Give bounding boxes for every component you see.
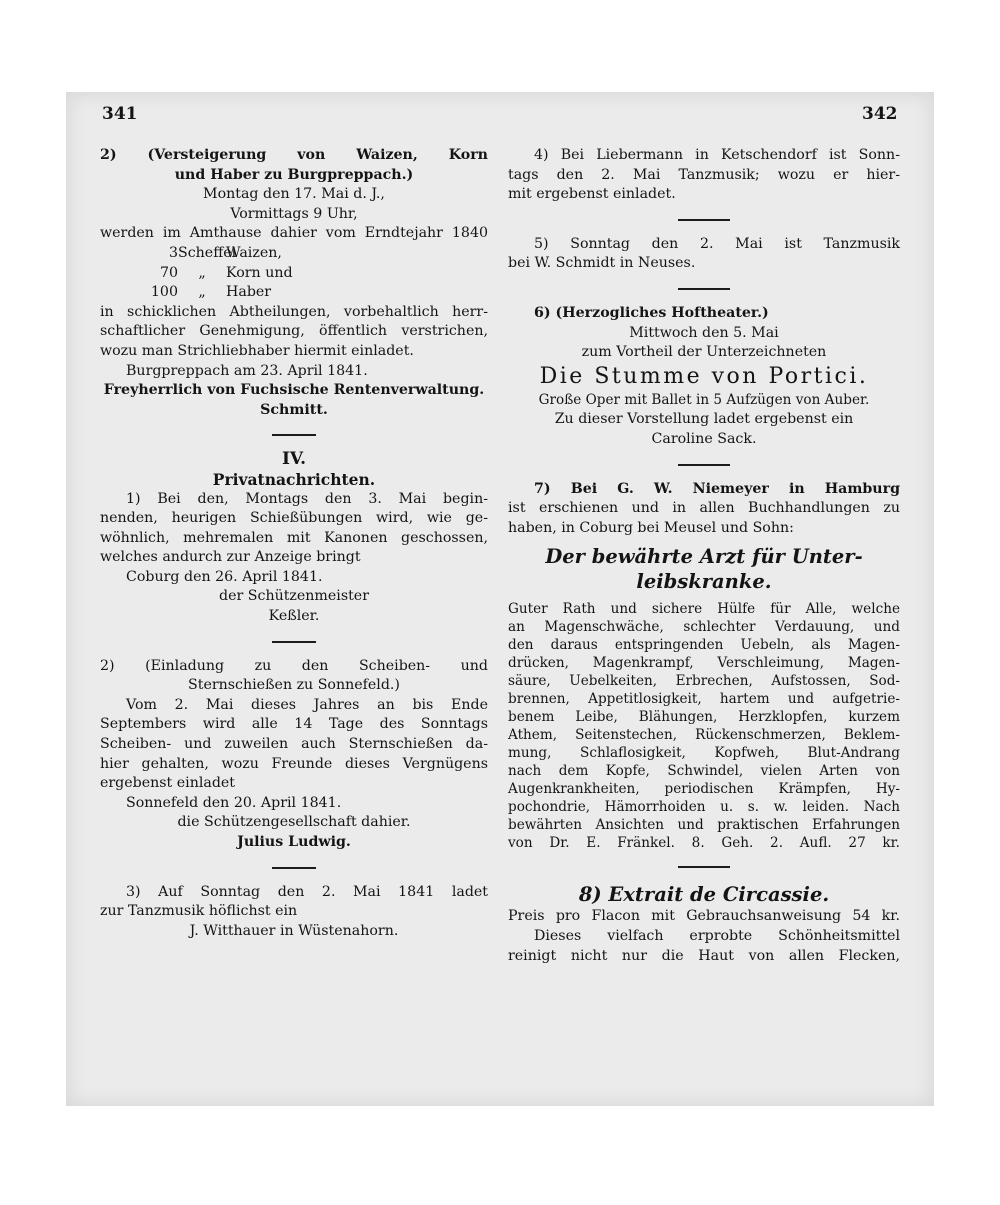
- notice-5-dance: [508, 235, 900, 274]
- book-description-line: drücken, Magenkrampf, Verschleimung, Magen-: [508, 655, 900, 672]
- notice-2b-text: Scheiben- und zuweilen auch Sternschießen da-: [100, 736, 488, 753]
- quantity-row: 3 Scheffel Waizen,: [168, 244, 282, 261]
- notice-6-opera-title: Die Stumme von Portici.: [539, 363, 869, 389]
- book-description-line: benem Leibe, Blähungen, Herzklopfen, kurzem: [508, 709, 900, 726]
- notice-2b-text: Septembers wird alle 14 Tage des Sonntags: [100, 716, 488, 733]
- notice-4-text: tags den 2. Mai Tanzmusik; wozu er hier-: [508, 166, 900, 183]
- section-heading: Privatnachrichten.: [212, 469, 376, 489]
- quantity-row: 70 „ Korn und: [159, 264, 293, 281]
- notice-6-date: Mittwoch den 5. Mai: [629, 324, 779, 341]
- right-column: [508, 146, 900, 966]
- notice-6-benefit: zum Vortheil der Unterzeichneten: [581, 344, 827, 361]
- book-description-line: Augenkrankheiten, periodischen Krämpfen, Hy-: [508, 781, 900, 798]
- notice-2-time: Vormittags 9 Uhr,: [230, 205, 358, 222]
- book-description-line: nach dem Kopfe, Schwindel, vielen Arten von: [508, 763, 900, 780]
- notice-2b-title-cont: Sternschießen zu Sonnefeld.): [188, 677, 400, 694]
- notice-4-text: 4) Bei Liebermann in Ketschendorf ist Sonn-: [534, 147, 900, 163]
- separator-rule: [678, 219, 730, 221]
- section-number: IV.: [281, 449, 307, 470]
- notice-4-text: mit ergebenst einladet.: [508, 186, 676, 203]
- book-description-line: brennen, Appetitlosigkeit, hartem und aufgetrie-: [508, 691, 900, 708]
- notice-2-text: in schicklichen Abtheilungen, vorbehaltlich herr-: [100, 303, 488, 320]
- notice-2-auction: [100, 146, 488, 420]
- book-description-line: an Magenschwäche, schlechter Verdauung, und: [508, 619, 900, 636]
- quantity-row: 100 „ Haber: [150, 284, 272, 301]
- book-description: [508, 600, 900, 852]
- notice-1-place-date: Coburg den 26. April 1841.: [126, 568, 323, 585]
- book-description-line: von Dr. E. Fränkel. 8. Geh. 2. Aufl. 27 kr.: [508, 835, 900, 852]
- separator-rule: [272, 434, 316, 436]
- notice-2-signature: Schmitt.: [260, 401, 328, 418]
- book-description-line: mung, Schlaflosigkeit, Kopfweh, Blut-Andrang: [508, 745, 900, 762]
- notice-3-text: 3) Auf Sonntag den 2. Mai 1841 ladet: [126, 883, 488, 900]
- notice-3-dance: [100, 883, 488, 942]
- book-title-cont: leibskranke.: [636, 570, 772, 594]
- notice-2b-text: hier gehalten, wozu Freunde dieses Vergnügens: [100, 755, 488, 772]
- separator-rule: [678, 464, 730, 466]
- notice-8-text: Dieses vielfach erprobte Schönheitsmittel: [534, 927, 900, 944]
- notice-5-text: 5) Sonntag den 2. Mai ist Tanzmusik: [534, 235, 900, 252]
- book-description-line: pochondrie, Hämorrhoiden u. s. w. leiden. Nach: [508, 799, 900, 816]
- notice-2-text: wozu man Strichliebhaber hiermit einladet.: [100, 342, 414, 359]
- notice-2-title-cont: und Haber zu Burgpreppach.): [174, 166, 414, 183]
- notice-2-invitation: [100, 657, 488, 853]
- notice-1-text: nenden, heurigen Schießübungen wird, wie ge-: [100, 510, 488, 527]
- notice-2-title: 2) (Versteigerung von Waizen, Korn: [100, 147, 488, 163]
- notice-8-price: Preis pro Flacon mit Gebrauchsanweisung 54 kr.: [508, 908, 900, 925]
- notice-8-title: 8) Extrait de Circassie.: [578, 883, 830, 907]
- book-description-line: Guter Rath und sichere Hülfe für Alle, welche: [508, 601, 900, 618]
- notice-7-text: 7) Bei G. W. Niemeyer in Hamburg: [534, 480, 900, 497]
- notice-2b-title: 2) (Einladung zu den Scheiben- und: [100, 657, 488, 674]
- page-number-right: 342: [862, 104, 898, 124]
- notice-2-place-date: Burgpreppach am 23. April 1841.: [126, 362, 368, 379]
- notice-2-text: werden im Amthause dahier vom Erndtejahr 1840: [100, 225, 488, 242]
- separator-rule: [272, 641, 316, 643]
- notice-8-cosmetic: [508, 882, 900, 966]
- notice-6-theater: [508, 304, 900, 450]
- notice-1-text: wöhnlich, mehremalen mit Kanonen geschossen,: [100, 529, 488, 546]
- notice-1-signer-title: der Schützenmeister: [219, 588, 369, 605]
- notice-1-text: 1) Bei den, Montags den 3. Mai begin-: [126, 490, 488, 507]
- notice-2b-place-date: Sonnefeld den 20. April 1841.: [126, 794, 342, 811]
- notice-7-text: haben, in Coburg bei Meusel und Sohn:: [508, 519, 794, 536]
- notice-3-text: zur Tanzmusik höflichst ein: [100, 903, 298, 920]
- notice-2b-issuer: die Schützengesellschaft dahier.: [177, 814, 411, 831]
- separator-rule: [678, 866, 730, 868]
- notice-7-text: ist erschienen und in allen Buchhandlungen zu: [508, 500, 900, 517]
- page-number-left: 341: [102, 104, 138, 124]
- left-column: [100, 146, 488, 941]
- separator-rule: [272, 867, 316, 869]
- notice-1-signature: Keßler.: [268, 608, 320, 625]
- notice-2b-signature: Julius Ludwig.: [237, 834, 351, 850]
- notice-4-dance: [508, 146, 900, 205]
- book-description-line: bewährten Ansichten und praktischen Erfahrungen: [508, 817, 900, 834]
- notice-2-text: schaftlicher Genehmigung, öffentlich verstrichen,: [100, 323, 488, 340]
- notice-5-text: bei W. Schmidt in Neuses.: [508, 255, 696, 272]
- notice-3-signature: J. Witthauer in Wüstenahorn.: [189, 922, 399, 939]
- book-description-line: den daraus entspringenden Uebeln, als Magen-: [508, 637, 900, 654]
- notice-6-opera-desc: Große Oper mit Ballet in 5 Aufzügen von Auber.: [538, 391, 870, 408]
- book-title: Der bewährte Arzt für Unter-: [545, 545, 863, 569]
- notice-2-date: Montag den 17. Mai d. J.,: [203, 186, 385, 203]
- notice-2b-text: ergebenst einladet: [100, 775, 236, 792]
- notice-2b-text: Vom 2. Mai dieses Jahres an bis Ende: [126, 696, 488, 713]
- notice-1-shooting: [100, 490, 488, 627]
- notice-6-signature: Caroline Sack.: [651, 430, 757, 447]
- notice-8-text: reinigt nicht nur die Haut von allen Flecken,: [508, 947, 900, 964]
- notice-2-issuer: Freyherrlich von Fuchsische Rentenverwaltung.: [103, 382, 485, 399]
- notice-1-text: welches andurch zur Anzeige bringt: [100, 549, 361, 566]
- book-description-line: säure, Uebelkeiten, Erbrechen, Aufstossen, Sod-: [508, 673, 900, 690]
- notice-6-title: 6) (Herzogliches Hoftheater.): [534, 304, 769, 321]
- notice-7-book: [508, 480, 900, 853]
- separator-rule: [678, 288, 730, 290]
- book-description-line: Athem, Seitenstechen, Rückenschmerzen, Beklem-: [508, 727, 900, 744]
- notice-6-invitation: Zu dieser Vorstellung ladet ergebenst ein: [554, 411, 854, 428]
